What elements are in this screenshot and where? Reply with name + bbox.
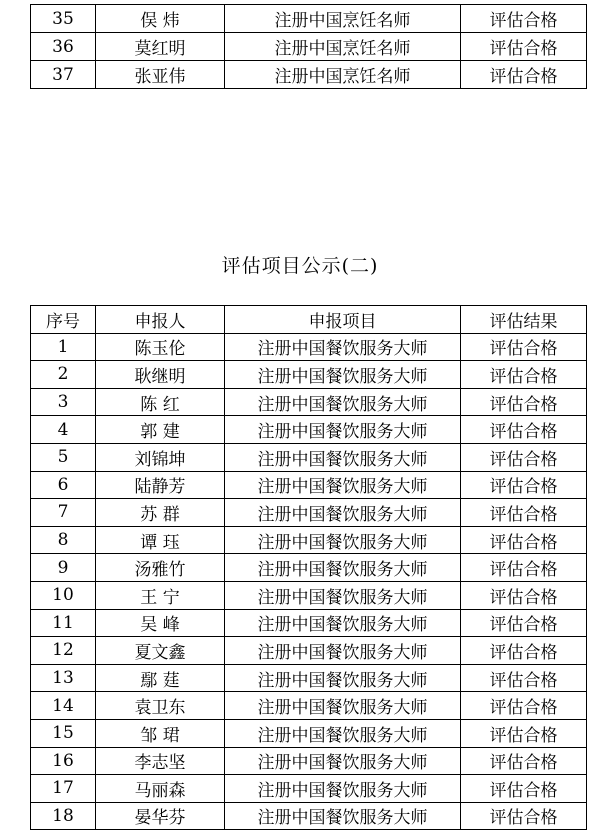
row-number: 5 bbox=[31, 443, 96, 471]
table-row bbox=[31, 361, 587, 389]
top-table-body bbox=[31, 5, 587, 89]
applicant-name: 马丽森 bbox=[96, 775, 225, 803]
applied-project: 注册中国餐饮服务大师 bbox=[225, 719, 461, 747]
row-number: 1 bbox=[31, 333, 96, 361]
applicant-name: 晏华芬 bbox=[96, 802, 225, 830]
table-row bbox=[31, 609, 587, 637]
row-number: 17 bbox=[31, 775, 96, 803]
table-row bbox=[31, 416, 587, 444]
applied-project: 注册中国餐饮服务大师 bbox=[225, 443, 461, 471]
applicant-name: 吴 峰 bbox=[96, 609, 225, 637]
applicant-name: 袁卫东 bbox=[96, 692, 225, 720]
row-number: 13 bbox=[31, 664, 96, 692]
table-row bbox=[31, 5, 587, 33]
table-row bbox=[31, 664, 587, 692]
evaluation-result: 评估合格 bbox=[461, 581, 587, 609]
main-results-table bbox=[30, 305, 587, 830]
evaluation-result: 评估合格 bbox=[461, 33, 587, 61]
row-number: 11 bbox=[31, 609, 96, 637]
row-number: 3 bbox=[31, 388, 96, 416]
header-applicant: 申报人 bbox=[96, 306, 225, 334]
evaluation-result: 评估合格 bbox=[461, 775, 587, 803]
row-number: 7 bbox=[31, 499, 96, 527]
applied-project: 注册中国餐饮服务大师 bbox=[225, 388, 461, 416]
evaluation-result: 评估合格 bbox=[461, 637, 587, 665]
row-number: 16 bbox=[31, 747, 96, 775]
applicant-name: 刘锦坤 bbox=[96, 443, 225, 471]
applied-project: 注册中国餐饮服务大师 bbox=[225, 333, 461, 361]
applied-project: 注册中国餐饮服务大师 bbox=[225, 692, 461, 720]
evaluation-result: 评估合格 bbox=[461, 471, 587, 499]
evaluation-result: 评估合格 bbox=[461, 609, 587, 637]
applicant-name: 鄢 莛 bbox=[96, 664, 225, 692]
row-number: 6 bbox=[31, 471, 96, 499]
table-row bbox=[31, 388, 587, 416]
table-row bbox=[31, 554, 587, 582]
table-row bbox=[31, 443, 587, 471]
applicant-name: 李志坚 bbox=[96, 747, 225, 775]
applied-project: 注册中国餐饮服务大师 bbox=[225, 526, 461, 554]
evaluation-result: 评估合格 bbox=[461, 499, 587, 527]
applied-project: 注册中国餐饮服务大师 bbox=[225, 775, 461, 803]
table-row bbox=[31, 526, 587, 554]
applied-project: 注册中国餐饮服务大师 bbox=[225, 637, 461, 665]
applicant-name: 陈玉伦 bbox=[96, 333, 225, 361]
applied-project: 注册中国餐饮服务大师 bbox=[225, 802, 461, 830]
applicant-name: 邹 珺 bbox=[96, 719, 225, 747]
row-number: 37 bbox=[31, 61, 96, 89]
row-number: 10 bbox=[31, 581, 96, 609]
evaluation-result: 评估合格 bbox=[461, 416, 587, 444]
row-number: 18 bbox=[31, 802, 96, 830]
row-number: 4 bbox=[31, 416, 96, 444]
row-number: 14 bbox=[31, 692, 96, 720]
applied-project: 注册中国餐饮服务大师 bbox=[225, 747, 461, 775]
applied-project: 注册中国烹饪名师 bbox=[225, 61, 461, 89]
table-row bbox=[31, 747, 587, 775]
applicant-name: 张亚伟 bbox=[96, 61, 225, 89]
evaluation-result: 评估合格 bbox=[461, 692, 587, 720]
applied-project: 注册中国餐饮服务大师 bbox=[225, 416, 461, 444]
header-number: 序号 bbox=[31, 306, 96, 334]
evaluation-result: 评估合格 bbox=[461, 802, 587, 830]
row-number: 2 bbox=[31, 361, 96, 389]
applicant-name: 谭 珏 bbox=[96, 526, 225, 554]
row-number: 12 bbox=[31, 637, 96, 665]
table-row bbox=[31, 637, 587, 665]
applicant-name: 耿继明 bbox=[96, 361, 225, 389]
applied-project: 注册中国烹饪名师 bbox=[225, 33, 461, 61]
evaluation-result: 评估合格 bbox=[461, 747, 587, 775]
applied-project: 注册中国餐饮服务大师 bbox=[225, 471, 461, 499]
evaluation-result: 评估合格 bbox=[461, 664, 587, 692]
evaluation-result: 评估合格 bbox=[461, 61, 587, 89]
evaluation-result: 评估合格 bbox=[461, 333, 587, 361]
applicant-name: 陈 红 bbox=[96, 388, 225, 416]
header-row bbox=[31, 306, 587, 334]
table-row bbox=[31, 499, 587, 527]
row-number: 35 bbox=[31, 5, 96, 33]
evaluation-result: 评估合格 bbox=[461, 361, 587, 389]
applicant-name: 郭 建 bbox=[96, 416, 225, 444]
table-row bbox=[31, 692, 587, 720]
top-results-table bbox=[30, 4, 587, 89]
table-row bbox=[31, 719, 587, 747]
applicant-name: 王 宁 bbox=[96, 581, 225, 609]
evaluation-result: 评估合格 bbox=[461, 5, 587, 33]
applied-project: 注册中国餐饮服务大师 bbox=[225, 609, 461, 637]
applied-project: 注册中国餐饮服务大师 bbox=[225, 554, 461, 582]
table-row bbox=[31, 471, 587, 499]
row-number: 36 bbox=[31, 33, 96, 61]
evaluation-result: 评估合格 bbox=[461, 443, 587, 471]
section-title: 评估项目公示(二) bbox=[221, 255, 379, 277]
applicant-name: 夏文鑫 bbox=[96, 637, 225, 665]
evaluation-result: 评估合格 bbox=[461, 388, 587, 416]
applied-project: 注册中国餐饮服务大师 bbox=[225, 499, 461, 527]
applicant-name: 莫红明 bbox=[96, 33, 225, 61]
row-number: 9 bbox=[31, 554, 96, 582]
applied-project: 注册中国餐饮服务大师 bbox=[225, 361, 461, 389]
applicant-name: 陆静芳 bbox=[96, 471, 225, 499]
evaluation-result: 评估合格 bbox=[461, 526, 587, 554]
applied-project: 注册中国餐饮服务大师 bbox=[225, 664, 461, 692]
table-row bbox=[31, 33, 587, 61]
table-row bbox=[31, 775, 587, 803]
table-header bbox=[31, 306, 587, 334]
table-row bbox=[31, 802, 587, 830]
header-project: 申报项目 bbox=[225, 306, 461, 334]
evaluation-result: 评估合格 bbox=[461, 554, 587, 582]
evaluation-result: 评估合格 bbox=[461, 719, 587, 747]
main-table-body bbox=[31, 333, 587, 830]
row-number: 8 bbox=[31, 526, 96, 554]
applicant-name: 汤雅竹 bbox=[96, 554, 225, 582]
applied-project: 注册中国烹饪名师 bbox=[225, 5, 461, 33]
table-row bbox=[31, 581, 587, 609]
table-row bbox=[31, 61, 587, 89]
applicant-name: 苏 群 bbox=[96, 499, 225, 527]
applied-project: 注册中国餐饮服务大师 bbox=[225, 581, 461, 609]
row-number: 15 bbox=[31, 719, 96, 747]
header-result: 评估结果 bbox=[461, 306, 587, 334]
applicant-name: 俣 炜 bbox=[96, 5, 225, 33]
table-row bbox=[31, 333, 587, 361]
